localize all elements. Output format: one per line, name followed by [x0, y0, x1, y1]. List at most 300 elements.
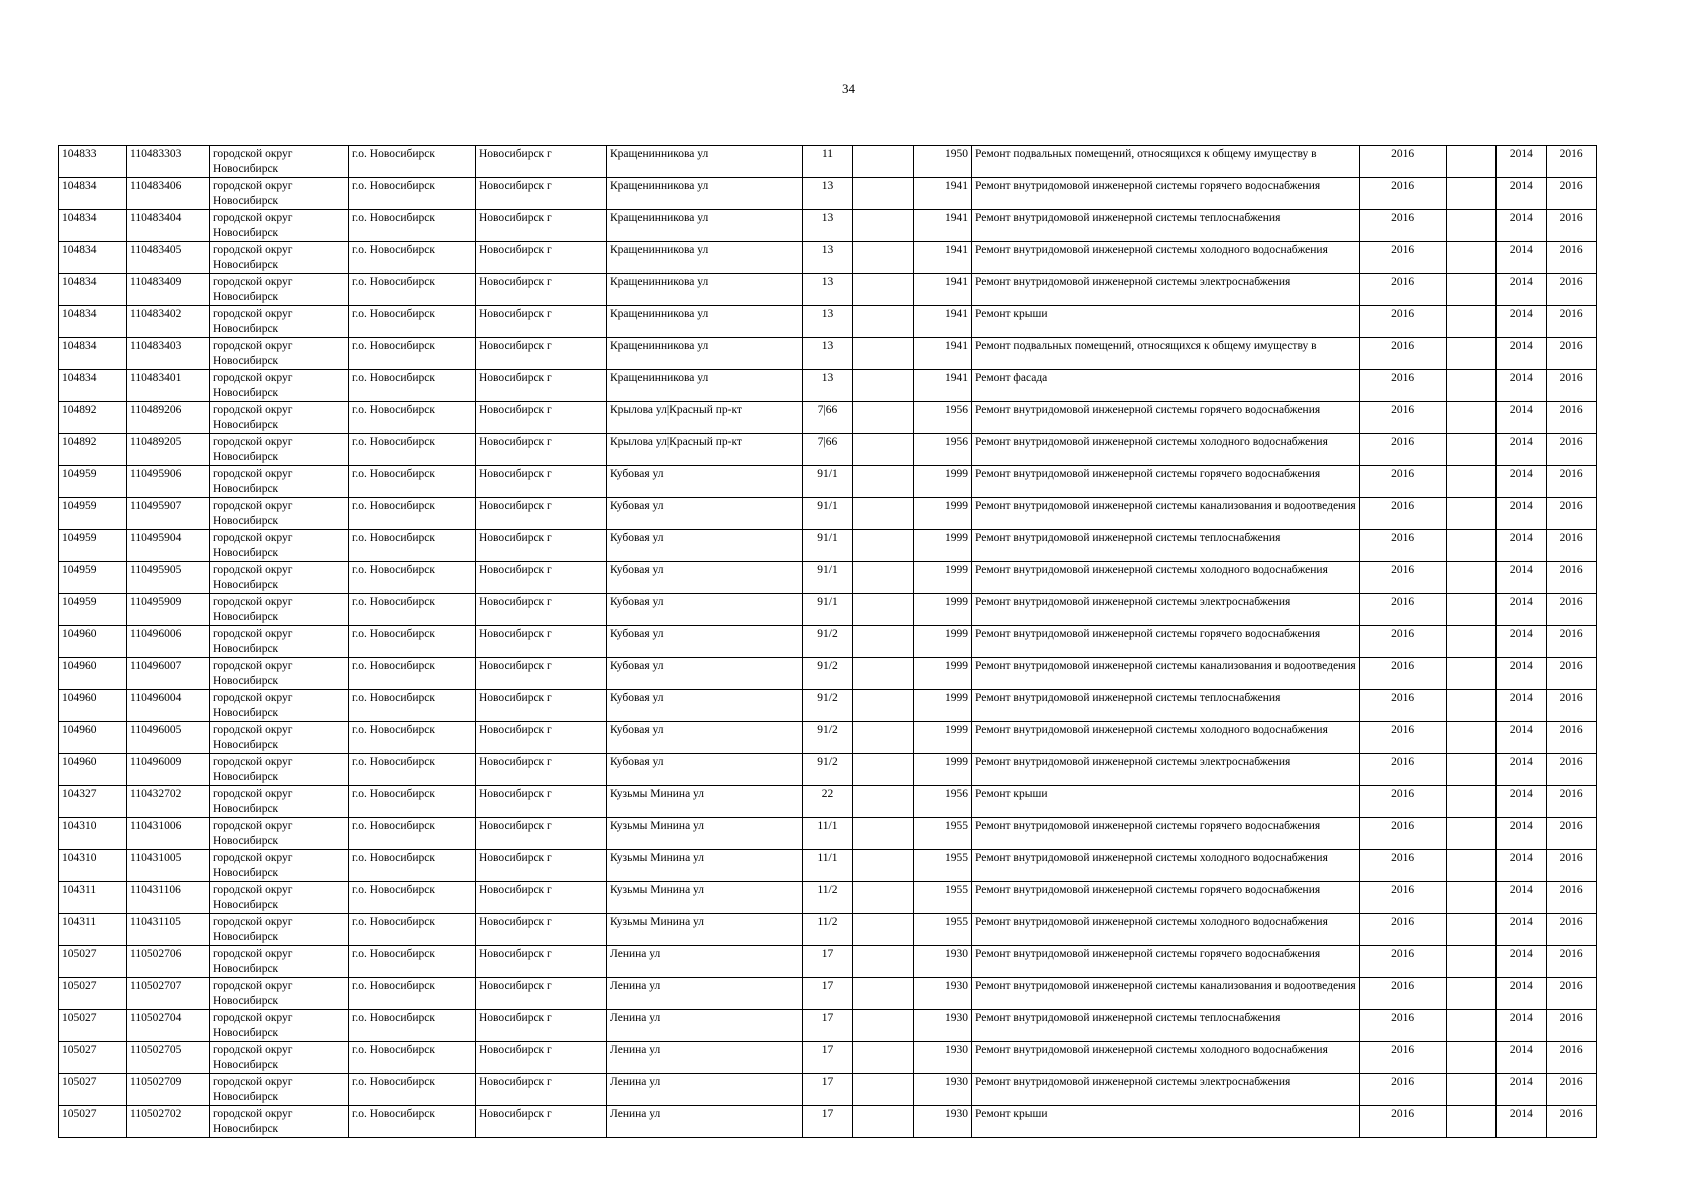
table-row — [59, 466, 1597, 498]
work-type-cell: Ремонт внутридомовой инженерной системы канализования и водоотведения — [972, 498, 1360, 530]
street-cell: Кращенинникова ул — [607, 210, 803, 242]
build-year-cell: 1930 — [914, 1106, 972, 1138]
house-cell: 17 — [803, 978, 853, 1010]
plan-year-cell: 2016 — [1359, 914, 1446, 946]
start-year-cell: 2014 — [1496, 498, 1546, 530]
house-cell: 17 — [803, 1106, 853, 1138]
work-id-cell: 110495907 — [127, 498, 210, 530]
municipality-cell: городской округ Новосибирск — [210, 370, 349, 402]
build-year-cell: 1999 — [914, 530, 972, 562]
house-cell: 91/2 — [803, 626, 853, 658]
city-cell: Новосибирск г — [476, 498, 607, 530]
end-year-cell: 2016 — [1546, 754, 1596, 786]
municipality-cell: городской округ Новосибирск — [210, 818, 349, 850]
work-type-cell: Ремонт внутридомовой инженерной системы теплоснабжения — [972, 1010, 1360, 1042]
object-id-cell: 104834 — [59, 178, 127, 210]
end-year-cell: 2016 — [1546, 402, 1596, 434]
city-cell: Новосибирск г — [476, 690, 607, 722]
municipality-cell: городской округ Новосибирск — [210, 210, 349, 242]
extra-cell — [1446, 178, 1496, 210]
plan-year-cell: 2016 — [1359, 530, 1446, 562]
object-id-cell: 104310 — [59, 850, 127, 882]
building-cell — [853, 914, 914, 946]
build-year-cell: 1955 — [914, 850, 972, 882]
house-cell: 91/1 — [803, 594, 853, 626]
work-type-cell: Ремонт внутридомовой инженерной системы горячего водоснабжения — [972, 882, 1360, 914]
start-year-cell: 2014 — [1496, 786, 1546, 818]
district-cell: г.о. Новосибирск — [349, 978, 476, 1010]
municipality-cell: городской округ Новосибирск — [210, 274, 349, 306]
extra-cell — [1446, 754, 1496, 786]
extra-cell — [1446, 498, 1496, 530]
district-cell: г.о. Новосибирск — [349, 146, 476, 178]
object-id-cell: 104834 — [59, 274, 127, 306]
city-cell: Новосибирск г — [476, 850, 607, 882]
start-year-cell: 2014 — [1496, 274, 1546, 306]
work-id-cell: 110495909 — [127, 594, 210, 626]
end-year-cell: 2016 — [1546, 594, 1596, 626]
district-cell: г.о. Новосибирск — [349, 1074, 476, 1106]
house-cell: 22 — [803, 786, 853, 818]
plan-year-cell: 2016 — [1359, 690, 1446, 722]
plan-year-cell: 2016 — [1359, 402, 1446, 434]
start-year-cell: 2014 — [1496, 306, 1546, 338]
work-id-cell: 110502702 — [127, 1106, 210, 1138]
work-id-cell: 110495906 — [127, 466, 210, 498]
work-type-cell: Ремонт внутридомовой инженерной системы горячего водоснабжения — [972, 466, 1360, 498]
work-id-cell: 110502709 — [127, 1074, 210, 1106]
build-year-cell: 1941 — [914, 242, 972, 274]
build-year-cell: 1999 — [914, 690, 972, 722]
building-cell — [853, 466, 914, 498]
plan-year-cell: 2016 — [1359, 786, 1446, 818]
table-row — [59, 850, 1597, 882]
street-cell: Ленина ул — [607, 978, 803, 1010]
city-cell: Новосибирск г — [476, 626, 607, 658]
district-cell: г.о. Новосибирск — [349, 786, 476, 818]
municipality-cell: городской округ Новосибирск — [210, 978, 349, 1010]
end-year-cell: 2016 — [1546, 1106, 1596, 1138]
build-year-cell: 1930 — [914, 946, 972, 978]
object-id-cell: 104960 — [59, 626, 127, 658]
work-type-cell: Ремонт внутридомовой инженерной системы горячего водоснабжения — [972, 178, 1360, 210]
municipality-cell: городской округ Новосибирск — [210, 882, 349, 914]
district-cell: г.о. Новосибирск — [349, 530, 476, 562]
end-year-cell: 2016 — [1546, 274, 1596, 306]
start-year-cell: 2014 — [1496, 722, 1546, 754]
house-cell: 91/2 — [803, 658, 853, 690]
street-cell: Крылова ул|Красный пр-кт — [607, 402, 803, 434]
extra-cell — [1446, 210, 1496, 242]
build-year-cell: 1930 — [914, 1074, 972, 1106]
municipality-cell: городской округ Новосибирск — [210, 850, 349, 882]
table-row — [59, 594, 1597, 626]
start-year-cell: 2014 — [1496, 242, 1546, 274]
page-number: 34 — [842, 81, 855, 96]
municipality-cell: городской округ Новосибирск — [210, 1106, 349, 1138]
plan-year-cell: 2016 — [1359, 562, 1446, 594]
street-cell: Кузьмы Минина ул — [607, 914, 803, 946]
building-cell — [853, 178, 914, 210]
start-year-cell: 2014 — [1496, 434, 1546, 466]
work-id-cell: 110502704 — [127, 1010, 210, 1042]
work-type-cell: Ремонт фасада — [972, 370, 1360, 402]
city-cell: Новосибирск г — [476, 178, 607, 210]
district-cell: г.о. Новосибирск — [349, 690, 476, 722]
municipality-cell: городской округ Новосибирск — [210, 946, 349, 978]
start-year-cell: 2014 — [1496, 658, 1546, 690]
work-id-cell: 110496006 — [127, 626, 210, 658]
work-type-cell: Ремонт внутридомовой инженерной системы электроснабжения — [972, 754, 1360, 786]
work-type-cell: Ремонт внутридомовой инженерной системы горячего водоснабжения — [972, 626, 1360, 658]
object-id-cell: 104959 — [59, 594, 127, 626]
street-cell: Кращенинникова ул — [607, 338, 803, 370]
plan-year-cell: 2016 — [1359, 658, 1446, 690]
extra-cell — [1446, 786, 1496, 818]
municipality-cell: городской округ Новосибирск — [210, 338, 349, 370]
object-id-cell: 104959 — [59, 498, 127, 530]
end-year-cell: 2016 — [1546, 434, 1596, 466]
plan-year-cell: 2016 — [1359, 242, 1446, 274]
plan-year-cell: 2016 — [1359, 818, 1446, 850]
work-id-cell: 110431105 — [127, 914, 210, 946]
work-type-cell: Ремонт внутридомовой инженерной системы канализования и водоотведения — [972, 978, 1360, 1010]
district-cell: г.о. Новосибирск — [349, 466, 476, 498]
work-id-cell: 110483405 — [127, 242, 210, 274]
house-cell: 91/1 — [803, 498, 853, 530]
work-id-cell: 110483402 — [127, 306, 210, 338]
work-id-cell: 110431005 — [127, 850, 210, 882]
end-year-cell: 2016 — [1546, 690, 1596, 722]
work-id-cell: 110495904 — [127, 530, 210, 562]
building-cell — [853, 498, 914, 530]
municipality-cell: городской округ Новосибирск — [210, 722, 349, 754]
object-id-cell: 104833 — [59, 146, 127, 178]
build-year-cell: 1999 — [914, 722, 972, 754]
table-row — [59, 402, 1597, 434]
object-id-cell: 105027 — [59, 1074, 127, 1106]
build-year-cell: 1955 — [914, 914, 972, 946]
city-cell: Новосибирск г — [476, 818, 607, 850]
extra-cell — [1446, 1074, 1496, 1106]
building-cell — [853, 786, 914, 818]
work-id-cell: 110502707 — [127, 978, 210, 1010]
work-type-cell: Ремонт внутридомовой инженерной системы электроснабжения — [972, 594, 1360, 626]
object-id-cell: 104959 — [59, 562, 127, 594]
work-type-cell: Ремонт внутридомовой инженерной системы канализования и водоотведения — [972, 658, 1360, 690]
end-year-cell: 2016 — [1546, 946, 1596, 978]
district-cell: г.о. Новосибирск — [349, 754, 476, 786]
table-row — [59, 914, 1597, 946]
start-year-cell: 2014 — [1496, 370, 1546, 402]
street-cell: Ленина ул — [607, 946, 803, 978]
city-cell: Новосибирск г — [476, 402, 607, 434]
municipality-cell: городской округ Новосибирск — [210, 306, 349, 338]
end-year-cell: 2016 — [1546, 178, 1596, 210]
object-id-cell: 105027 — [59, 1010, 127, 1042]
district-cell: г.о. Новосибирск — [349, 658, 476, 690]
house-cell: 13 — [803, 306, 853, 338]
city-cell: Новосибирск г — [476, 1042, 607, 1074]
work-id-cell: 110431006 — [127, 818, 210, 850]
work-id-cell: 110483409 — [127, 274, 210, 306]
extra-cell — [1446, 338, 1496, 370]
city-cell: Новосибирск г — [476, 210, 607, 242]
house-cell: 13 — [803, 178, 853, 210]
start-year-cell: 2014 — [1496, 1106, 1546, 1138]
district-cell: г.о. Новосибирск — [349, 498, 476, 530]
build-year-cell: 1956 — [914, 786, 972, 818]
district-cell: г.о. Новосибирск — [349, 1010, 476, 1042]
district-cell: г.о. Новосибирск — [349, 1042, 476, 1074]
object-id-cell: 104960 — [59, 658, 127, 690]
city-cell: Новосибирск г — [476, 1106, 607, 1138]
end-year-cell: 2016 — [1546, 146, 1596, 178]
house-cell: 11/2 — [803, 882, 853, 914]
extra-cell — [1446, 402, 1496, 434]
city-cell: Новосибирск г — [476, 338, 607, 370]
municipality-cell: городской округ Новосибирск — [210, 690, 349, 722]
district-cell: г.о. Новосибирск — [349, 562, 476, 594]
build-year-cell: 1941 — [914, 210, 972, 242]
building-cell — [853, 402, 914, 434]
build-year-cell: 1956 — [914, 402, 972, 434]
object-id-cell: 104960 — [59, 722, 127, 754]
extra-cell — [1446, 274, 1496, 306]
work-id-cell: 110496004 — [127, 690, 210, 722]
building-cell — [853, 306, 914, 338]
table-row — [59, 1010, 1597, 1042]
municipality-cell: городской округ Новосибирск — [210, 562, 349, 594]
build-year-cell: 1955 — [914, 818, 972, 850]
table-row — [59, 786, 1597, 818]
city-cell: Новосибирск г — [476, 466, 607, 498]
object-id-cell: 104834 — [59, 370, 127, 402]
end-year-cell: 2016 — [1546, 978, 1596, 1010]
street-cell: Кращенинникова ул — [607, 146, 803, 178]
municipality-cell: городской округ Новосибирск — [210, 914, 349, 946]
build-year-cell: 1930 — [914, 1010, 972, 1042]
building-cell — [853, 978, 914, 1010]
start-year-cell: 2014 — [1496, 818, 1546, 850]
extra-cell — [1446, 914, 1496, 946]
work-type-cell: Ремонт крыши — [972, 786, 1360, 818]
table-row — [59, 946, 1597, 978]
work-id-cell: 110496007 — [127, 658, 210, 690]
district-cell: г.о. Новосибирск — [349, 402, 476, 434]
plan-year-cell: 2016 — [1359, 146, 1446, 178]
extra-cell — [1446, 626, 1496, 658]
street-cell: Кузьмы Минина ул — [607, 882, 803, 914]
street-cell: Кузьмы Минина ул — [607, 850, 803, 882]
table-row — [59, 274, 1597, 306]
table-row — [59, 722, 1597, 754]
plan-year-cell: 2016 — [1359, 626, 1446, 658]
work-id-cell: 110489206 — [127, 402, 210, 434]
start-year-cell: 2014 — [1496, 690, 1546, 722]
start-year-cell: 2014 — [1496, 466, 1546, 498]
register-body — [59, 146, 1597, 1138]
street-cell: Кращенинникова ул — [607, 242, 803, 274]
street-cell: Кубовая ул — [607, 626, 803, 658]
extra-cell — [1446, 850, 1496, 882]
district-cell: г.о. Новосибирск — [349, 626, 476, 658]
district-cell: г.о. Новосибирск — [349, 818, 476, 850]
street-cell: Кубовая ул — [607, 722, 803, 754]
table-row — [59, 978, 1597, 1010]
house-cell: 91/2 — [803, 722, 853, 754]
street-cell: Ленина ул — [607, 1010, 803, 1042]
building-cell — [853, 754, 914, 786]
plan-year-cell: 2016 — [1359, 1042, 1446, 1074]
city-cell: Новосибирск г — [476, 978, 607, 1010]
work-type-cell: Ремонт внутридомовой инженерной системы холодного водоснабжения — [972, 850, 1360, 882]
plan-year-cell: 2016 — [1359, 306, 1446, 338]
work-id-cell: 110502705 — [127, 1042, 210, 1074]
municipality-cell: городской округ Новосибирск — [210, 1074, 349, 1106]
municipality-cell: городской округ Новосибирск — [210, 146, 349, 178]
building-cell — [853, 562, 914, 594]
end-year-cell: 2016 — [1546, 914, 1596, 946]
house-cell: 91/2 — [803, 754, 853, 786]
plan-year-cell: 2016 — [1359, 434, 1446, 466]
end-year-cell: 2016 — [1546, 1074, 1596, 1106]
table-row — [59, 498, 1597, 530]
object-id-cell: 105027 — [59, 1042, 127, 1074]
district-cell: г.о. Новосибирск — [349, 882, 476, 914]
work-id-cell: 110483401 — [127, 370, 210, 402]
building-cell — [853, 146, 914, 178]
work-id-cell: 110483303 — [127, 146, 210, 178]
work-type-cell: Ремонт крыши — [972, 306, 1360, 338]
build-year-cell: 1999 — [914, 658, 972, 690]
start-year-cell: 2014 — [1496, 914, 1546, 946]
city-cell: Новосибирск г — [476, 786, 607, 818]
table-row — [59, 818, 1597, 850]
start-year-cell: 2014 — [1496, 210, 1546, 242]
object-id-cell: 104892 — [59, 402, 127, 434]
house-cell: 17 — [803, 946, 853, 978]
work-id-cell: 110483406 — [127, 178, 210, 210]
end-year-cell: 2016 — [1546, 850, 1596, 882]
plan-year-cell: 2016 — [1359, 946, 1446, 978]
work-type-cell: Ремонт внутридомовой инженерной системы холодного водоснабжения — [972, 1042, 1360, 1074]
build-year-cell: 1950 — [914, 146, 972, 178]
work-type-cell: Ремонт внутридомовой инженерной системы электроснабжения — [972, 1074, 1360, 1106]
building-cell — [853, 818, 914, 850]
object-id-cell: 104834 — [59, 306, 127, 338]
house-cell: 91/2 — [803, 690, 853, 722]
city-cell: Новосибирск г — [476, 562, 607, 594]
table-row — [59, 210, 1597, 242]
table-row — [59, 1074, 1597, 1106]
table-row — [59, 338, 1597, 370]
start-year-cell: 2014 — [1496, 146, 1546, 178]
object-id-cell: 104311 — [59, 914, 127, 946]
district-cell: г.о. Новосибирск — [349, 274, 476, 306]
build-year-cell: 1999 — [914, 626, 972, 658]
house-cell: 11/1 — [803, 818, 853, 850]
build-year-cell: 1941 — [914, 274, 972, 306]
plan-year-cell: 2016 — [1359, 178, 1446, 210]
work-id-cell: 110496009 — [127, 754, 210, 786]
district-cell: г.о. Новосибирск — [349, 178, 476, 210]
table-row — [59, 434, 1597, 466]
city-cell: Новосибирск г — [476, 754, 607, 786]
city-cell: Новосибирск г — [476, 274, 607, 306]
end-year-cell: 2016 — [1546, 466, 1596, 498]
district-cell: г.о. Новосибирск — [349, 946, 476, 978]
build-year-cell: 1941 — [914, 338, 972, 370]
house-cell: 7|66 — [803, 434, 853, 466]
table-row — [59, 882, 1597, 914]
municipality-cell: городской округ Новосибирск — [210, 594, 349, 626]
extra-cell — [1446, 818, 1496, 850]
object-id-cell: 104892 — [59, 434, 127, 466]
build-year-cell: 1956 — [914, 434, 972, 466]
start-year-cell: 2014 — [1496, 754, 1546, 786]
district-cell: г.о. Новосибирск — [349, 434, 476, 466]
work-id-cell: 110495905 — [127, 562, 210, 594]
start-year-cell: 2014 — [1496, 594, 1546, 626]
extra-cell — [1446, 1106, 1496, 1138]
district-cell: г.о. Новосибирск — [349, 242, 476, 274]
start-year-cell: 2014 — [1496, 530, 1546, 562]
start-year-cell: 2014 — [1496, 946, 1546, 978]
object-id-cell: 104834 — [59, 210, 127, 242]
city-cell: Новосибирск г — [476, 370, 607, 402]
plan-year-cell: 2016 — [1359, 370, 1446, 402]
extra-cell — [1446, 146, 1496, 178]
municipality-cell: городской округ Новосибирск — [210, 466, 349, 498]
street-cell: Кращенинникова ул — [607, 274, 803, 306]
work-type-cell: Ремонт внутридомовой инженерной системы горячего водоснабжения — [972, 818, 1360, 850]
house-cell: 11/2 — [803, 914, 853, 946]
end-year-cell: 2016 — [1546, 242, 1596, 274]
table-row — [59, 1106, 1597, 1138]
street-cell: Кубовая ул — [607, 658, 803, 690]
start-year-cell: 2014 — [1496, 178, 1546, 210]
extra-cell — [1446, 466, 1496, 498]
city-cell: Новосибирск г — [476, 242, 607, 274]
building-cell — [853, 434, 914, 466]
start-year-cell: 2014 — [1496, 626, 1546, 658]
table-row — [59, 690, 1597, 722]
extra-cell — [1446, 242, 1496, 274]
repair-register-table — [58, 145, 1597, 1138]
extra-cell — [1446, 434, 1496, 466]
object-id-cell: 105027 — [59, 1106, 127, 1138]
extra-cell — [1446, 882, 1496, 914]
table-row — [59, 146, 1597, 178]
build-year-cell: 1930 — [914, 1042, 972, 1074]
district-cell: г.о. Новосибирск — [349, 306, 476, 338]
plan-year-cell: 2016 — [1359, 338, 1446, 370]
object-id-cell: 104959 — [59, 466, 127, 498]
street-cell: Кращенинникова ул — [607, 370, 803, 402]
build-year-cell: 1999 — [914, 498, 972, 530]
building-cell — [853, 882, 914, 914]
object-id-cell: 104960 — [59, 690, 127, 722]
district-cell: г.о. Новосибирск — [349, 1106, 476, 1138]
plan-year-cell: 2016 — [1359, 466, 1446, 498]
end-year-cell: 2016 — [1546, 498, 1596, 530]
extra-cell — [1446, 530, 1496, 562]
extra-cell — [1446, 690, 1496, 722]
house-cell: 91/1 — [803, 530, 853, 562]
street-cell: Кубовая ул — [607, 690, 803, 722]
building-cell — [853, 658, 914, 690]
